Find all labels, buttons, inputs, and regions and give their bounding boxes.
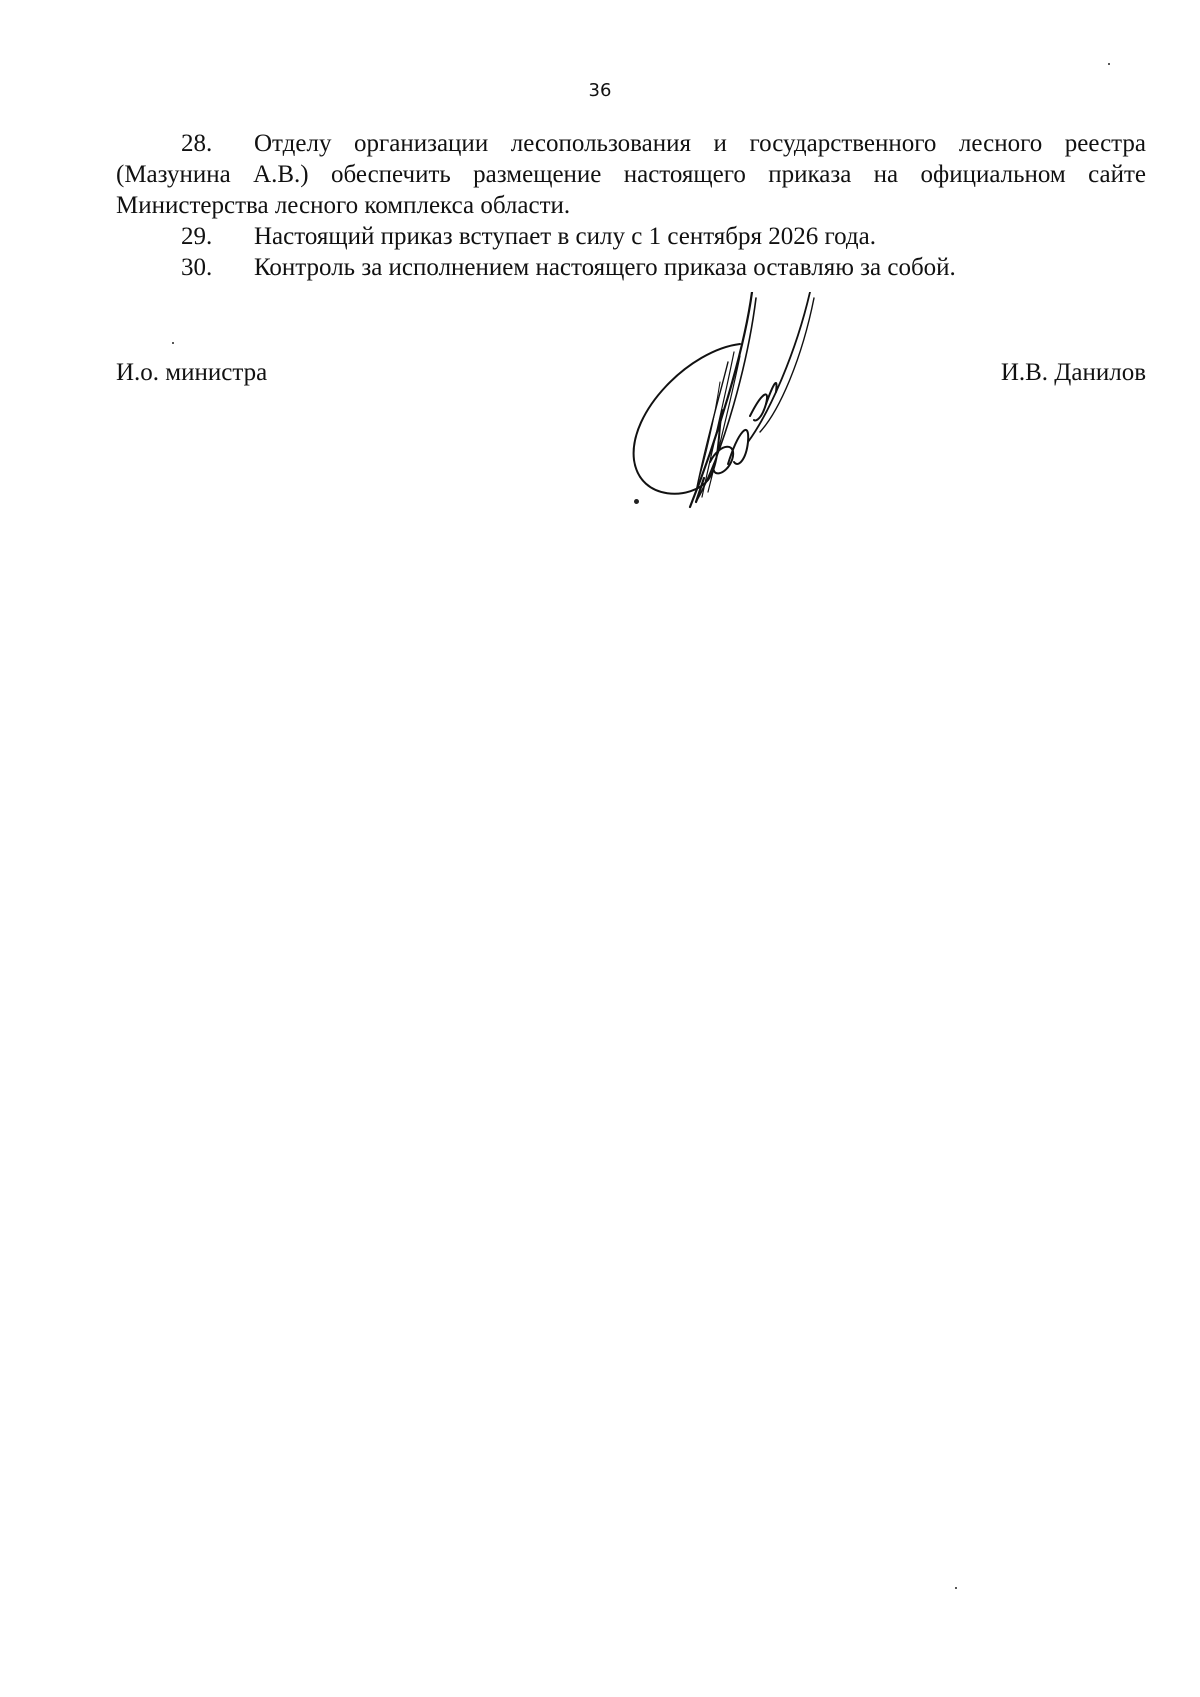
paragraph-text: Контроль за исполнением настоящего приказа оставляю за собой. xyxy=(254,254,956,281)
scan-speck xyxy=(1108,63,1110,65)
page-number: 36 xyxy=(588,80,612,101)
paragraph-28 xyxy=(116,128,1146,221)
document-body xyxy=(116,128,1146,283)
paragraph-number: 30. xyxy=(181,254,213,281)
paragraph-number: 29. xyxy=(181,223,213,250)
handwritten-signature xyxy=(620,292,860,552)
scan-speck xyxy=(634,499,639,504)
paragraph-text: Отделу организации лесопользования и государственного лесного реестра (Мазунина А.В.) обеспечить размещение настоящего приказа на официальном сайте Министерства лесного комплекса области. xyxy=(116,130,1146,219)
paragraph-text: Настоящий приказ вступает в силу с 1 сентября 2026 года. xyxy=(254,223,876,250)
paragraph-30 xyxy=(116,252,1146,283)
signatory-position: И.о. министра xyxy=(116,359,268,386)
paragraph-29 xyxy=(116,221,1146,252)
signatory-name: И.В. Данилов xyxy=(1000,359,1146,386)
scan-speck xyxy=(172,342,174,344)
paragraph-number: 28. xyxy=(181,130,213,157)
scan-speck xyxy=(955,1587,957,1589)
